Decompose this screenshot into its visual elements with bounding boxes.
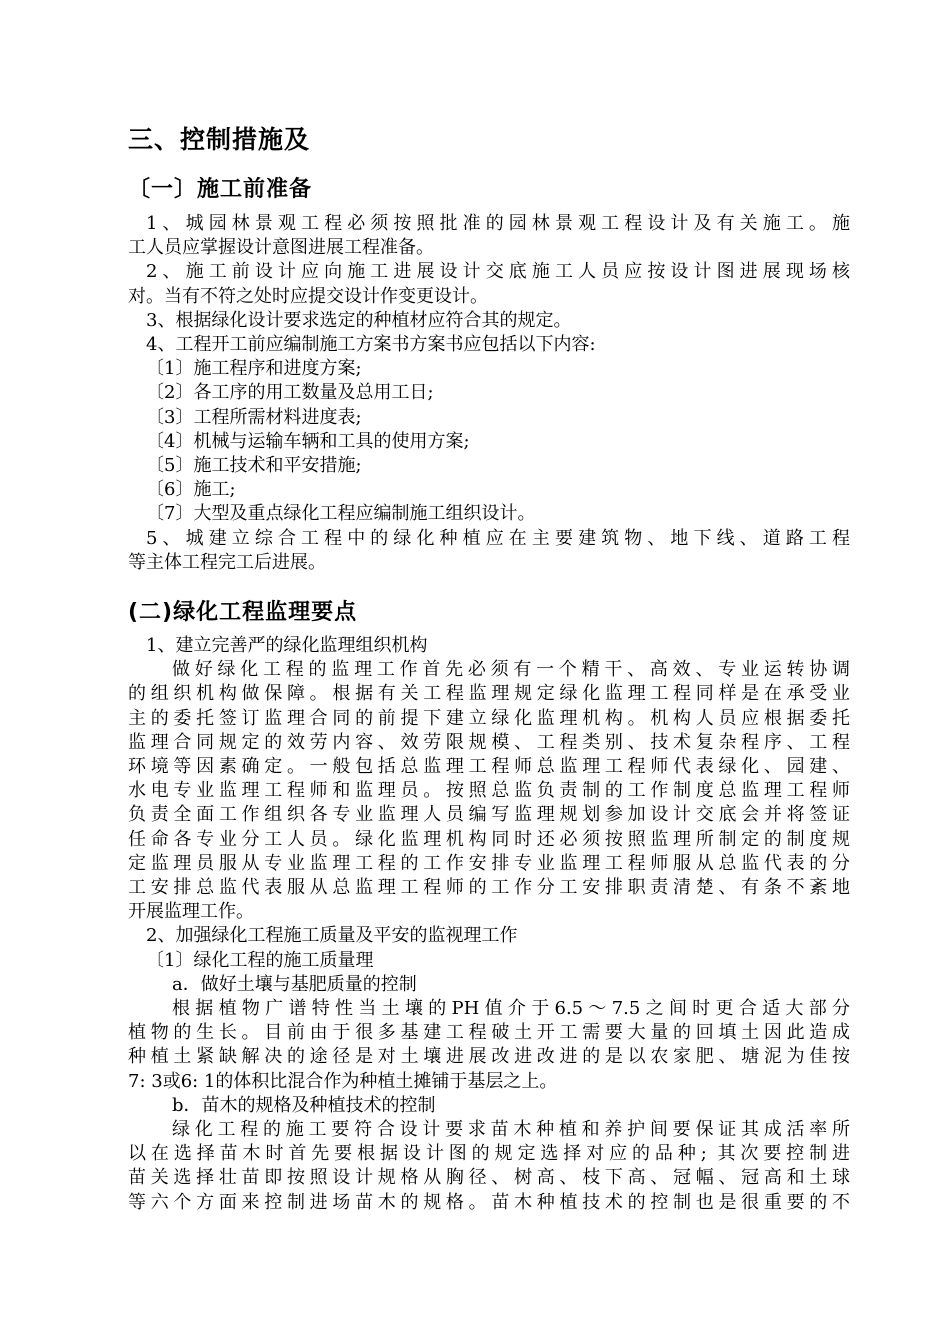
text-line: 〔1〕绿化工程的施工质量理 [146,949,374,971]
text-line: 1、建立完善严的绿化监理组织机构 [146,635,428,656]
text-line: 监理合同规定的效劳内容、效劳限规模、工程类别、技术复杂程序、工程 [128,731,850,753]
text-line: 3、根据绿化设计要求选定的种植材应符合其的规定。 [146,309,572,331]
text-line: 工安排总监代表服从总监理工程师的工作分工安排职责清楚、有条不紊地 [128,877,850,899]
text-line: 对。当有不符之处时应提交设计作变更设计。 [128,285,488,307]
text-line: 种植土紧缺解决的途径是对土壤进展改进改进的是以农家肥、塘泥为佳按 [128,1046,850,1068]
text-line: 开展监理工作。 [128,901,254,923]
text-line: 苗关选择壮苗即按照设计规格从胸径、树高、枝下高、冠幅、冠高和土球 [128,1167,850,1189]
text-line: 主的委托签订监理合同的前提下建立绿化监理机构。机构人员应根据委托 [128,707,850,729]
text-line: 环境等因素确定。一般包括总监理工程师总监理工程师代表绿化、园建、 [128,756,850,778]
text-line: 绿化工程的施工要符合设计要求苗木种植和养护间要保证其成活率所 [172,1119,850,1141]
text-line: 〔1〕施工程序和进度方案; [146,358,362,380]
text-line: 以在选择苗木时首先要根据设计图的规定选择对应的品种; 其次要控制进 [128,1143,850,1165]
text-line: 〔7〕大型及重点绿化工程应编制施工组织设计。 [146,503,536,525]
text-line: 做好绿化工程的监理工作首先必须有一个精干、高效、专业运转协调 [172,659,850,681]
text-line: 1、城园林景观工程必须按照批准的园林景观工程设计及有关施工。施 [146,213,850,234]
prep-paragraphs [128,212,850,575]
text-line: 的组织机构做保障。根据有关工程监理规定绿化监理工程同样是在承受业 [128,683,850,705]
text-line: 2、加强绿化工程施工质量及平安的监视理工作 [146,925,518,947]
text-line: 4、工程开工前应编制施工方案书方案书应包括以下内容: [146,334,596,356]
text-line: 等主体工程完工后进展。 [128,551,326,573]
text-line: 根据植物广谱特性当土壤的PH值介于6.5～7.5之间时更合适大部分 [172,998,850,1020]
text-line: 等六个方面来控制进场苗木的规格。苗木种植技术的控制也是很重要的不 [128,1191,850,1213]
text-line: 〔5〕施工技术和平安措施; [146,455,362,477]
text-line: b．苗木的规格及种植技术的控制 [172,1094,436,1116]
text-line: 工人员应掌握设计意图进展工程准备。 [128,237,434,259]
text-line: 定监理员服从专业监理工程的工作安排专业监理工程师服从总监代表的分 [128,852,850,874]
text-line: 〔3〕工程所需材料进度表; [146,406,362,428]
text-line: a．做好土壤与基肥质量的控制 [172,973,417,995]
text-line: 7: 3或6: 1的体积比混合作为种植土摊铺于基层之上。 [128,1070,558,1092]
subsection-heading-supervision: (二)绿化工程监理要点 [128,600,358,625]
text-line: 〔6〕施工; [146,479,236,501]
text-line: 5、城建立综合工程中的绿化种植应在主要建筑物、地下线、道路工程 [146,527,850,549]
text-line: 〔4〕机械与运输车辆和工具的使用方案; [146,430,470,452]
text-line: 2、施工前设计应向施工进展设计交底施工人员应按设计图进展现场核 [146,261,850,283]
text-line: 植物的生长。目前由于很多基建工程破土开工需要大量的回填土因此造成 [128,1022,850,1044]
section-title: 三、控制措施及 [128,125,311,154]
text-line: 水电专业监理工程师和监理员。按照总监负责制的工作制度总监理工程师 [128,780,850,802]
supervision-paragraphs [128,634,850,1215]
subsection-heading-prep: 〔一〕施工前准备 [128,177,313,202]
text-line: 〔2〕各工序的用工数量及总用工日; [146,382,434,404]
text-line: 负责全面工作组织各专业监理人员编写监理规划参加设计交底会并将签证 [128,804,850,826]
text-line: 任命各专业分工人员。绿化监理机构同时还必须按照监理所制定的制度规 [128,828,850,850]
